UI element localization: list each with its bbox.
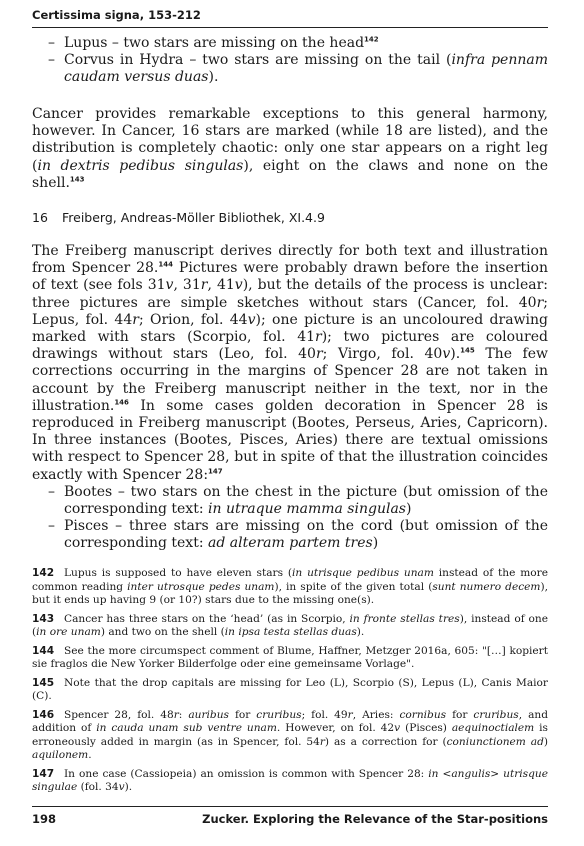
- section-title: Freiberg, Andreas-Möller Bibliothek, XI.4.9: [62, 210, 325, 225]
- folio-side: r: [200, 277, 208, 294]
- footnote-number: 142: [32, 567, 55, 579]
- cancer-paragraph: [32, 106, 548, 192]
- para-text: ); one picture is an uncoloured drawing marked with stars (Scorpio, fol. 41: [32, 311, 548, 346]
- latin-quote: cornibus: [399, 708, 447, 721]
- latin-quote: cruribus: [256, 708, 302, 721]
- list-item-text: Pisces – three stars are missing on the cord (but omission of the corresponding text:: [64, 518, 548, 552]
- latin-quote: in cauda unam sub ventre unam: [96, 722, 277, 734]
- footnote-number: 145: [32, 676, 55, 689]
- folio-side: v: [118, 781, 125, 793]
- intro-block: [32, 35, 548, 87]
- footnote-text: instead of the more common reading: [32, 567, 548, 593]
- para-text: The few corrections occurring in the margins of Spencer 28 are not taken in account by the Freiberg manuscript neither in the text, nor in the illustration.: [32, 346, 549, 414]
- footer-rule: [32, 806, 548, 807]
- folio-side: v: [394, 722, 401, 734]
- footnote-text: ; fol. 49: [301, 708, 348, 721]
- latin-quote: auribus: [188, 708, 229, 721]
- dash-mark: –: [48, 483, 55, 500]
- footnote-number: 144: [32, 644, 55, 657]
- cancer-paragraph-block: [32, 106, 548, 192]
- para-text: , 31: [173, 277, 201, 294]
- latin-quote: aequinoctialem: [451, 722, 535, 734]
- footnote-text: ) and two on the shell (: [100, 626, 225, 638]
- list-item-corvus: [32, 52, 548, 86]
- latin-quote: infra pennam caudam versus duas: [64, 52, 548, 86]
- footnote-text: .: [88, 749, 92, 761]
- latin-quote: aquilonem: [32, 749, 89, 761]
- footnote-text: for: [228, 708, 257, 721]
- footnote-146: [32, 709, 548, 763]
- freiberg-paragraph: [32, 243, 548, 484]
- dash-mark: –: [48, 518, 55, 535]
- folio-side: v: [442, 346, 451, 363]
- list-item-pisces: [32, 518, 548, 552]
- list-item-text: ): [405, 501, 412, 518]
- footnote-number: 146: [32, 708, 55, 721]
- list-item-bootes: [32, 484, 548, 518]
- footnote-147: [32, 768, 548, 795]
- para-text: The Freiberg manuscript derives directly for both text and illustration from Spencer 28.: [32, 243, 548, 277]
- footnote-142: [32, 567, 548, 608]
- dash-mark: –: [48, 35, 55, 51]
- footnote-text: , and addition of: [32, 708, 548, 734]
- para-text: ; Virgo, fol. 40: [322, 346, 443, 363]
- latin-quote: ad alteram partem tres: [208, 535, 373, 552]
- footnote-text: ) as a correction for (: [324, 735, 447, 748]
- footnote-text: (Pisces): [400, 722, 452, 734]
- latin-quote: in dextris pedibus singulas: [37, 157, 244, 174]
- footnote-text: for: [446, 708, 474, 721]
- list-item-text: ): [372, 535, 379, 552]
- list-item-text: ).: [208, 69, 219, 86]
- footnote-144: [32, 645, 548, 672]
- page-number: 198: [32, 812, 57, 826]
- footnote-text: Note that the drop capitals are missing for Leo (L), Scorpio (S), Lepus (L), Canis Maior (C).: [32, 676, 548, 702]
- page: [32, 0, 548, 846]
- list-item-text: Corvus in Hydra – two stars are missing on the tail (: [64, 52, 452, 69]
- folio-side: v: [234, 277, 243, 294]
- para-text: Cancer provides remarkable exceptions to this general harmony, however. In Cancer, 16 stars are marked (while 18 are listed), and the distribution is completely chaotic: only one star appears on a right leg (: [32, 106, 548, 174]
- footnote-number: 143: [32, 612, 55, 625]
- folio-side: r: [319, 735, 325, 748]
- footnote-text: :: [178, 708, 189, 721]
- folio-side: r: [315, 346, 323, 363]
- para-text: ), but the details of the process is unclear: three pictures are simple sketches without stars (Cancer, fol. 40: [32, 277, 548, 311]
- section-heading: [32, 210, 325, 225]
- folio-side: v: [247, 311, 256, 328]
- footnote-text: . However, on fol. 42: [276, 722, 395, 734]
- folio-side: v: [165, 277, 174, 294]
- latin-quote: inter utrosque pedes unam: [127, 580, 275, 593]
- latin-quote: in utraque mamma singulas: [208, 501, 406, 518]
- footnote-ref[interactable]: 146: [114, 398, 129, 407]
- latin-quote: in ipsa testa stellas duas: [224, 626, 357, 638]
- footnote-text: ): [543, 735, 548, 748]
- footnote-text: In one case (Cassiopeia) an omission is common with Spencer 28:: [64, 767, 429, 780]
- running-head: Certissima signa, 153-212: [32, 8, 201, 22]
- list-item-text: Lupus – two stars are missing on the head: [64, 35, 365, 51]
- footnote-ref[interactable]: 145: [460, 346, 475, 355]
- footnote-text: ), instead of one (: [32, 612, 548, 638]
- folio-side: r: [315, 329, 322, 346]
- footnote-text: (fol. 34: [77, 781, 119, 793]
- footnotes: [32, 567, 548, 800]
- para-text: ).: [450, 346, 461, 363]
- para-text: ), eight on the claws and none on the shell.: [32, 157, 548, 191]
- footnote-text: Cancer has three stars on the ‘head’ (as in Scorpio,: [64, 612, 350, 625]
- footnote-text: is erroneously added in margin (as in Spencer, fol. 54: [32, 722, 548, 748]
- footnote-ref[interactable]: 144: [158, 260, 173, 269]
- para-text: , 41: [207, 277, 235, 294]
- folio-side: r: [132, 311, 139, 328]
- latin-quote: in fronte stellas tres: [349, 612, 460, 625]
- folio-side: r: [173, 708, 179, 721]
- freiberg-block: [32, 243, 548, 553]
- footnote-ref[interactable]: 147: [208, 466, 223, 475]
- latin-quote: in ore unam: [36, 626, 101, 638]
- para-text: Pictures were probably drawn before the insertion of text (see fols 31: [32, 260, 548, 294]
- para-text: ); two pictures are coloured drawings without stars (Leo, fol. 40: [32, 329, 548, 363]
- para-text: ; Orion, fol. 44: [138, 311, 248, 328]
- footnote-text: , Aries:: [352, 708, 400, 721]
- latin-quote: coniunctionem ad: [446, 735, 544, 748]
- folio-side: r: [347, 708, 353, 721]
- footnote-ref[interactable]: 143: [69, 175, 85, 184]
- footnote-text: See the more circumspect comment of Blume, Haffner, Metzger 2016a, 605: "[…] kopiert sie fraglos die New Yorker Bilderfolge oder eine gemeinsame Vorlage".: [32, 644, 548, 670]
- footnote-text: ), in spite of the given total (: [274, 580, 433, 593]
- list-item-lupus: [32, 35, 548, 52]
- footnote-text: Spencer 28, fol. 48: [64, 708, 174, 721]
- header-rule: [32, 27, 548, 28]
- footnote-ref[interactable]: 142: [364, 35, 379, 44]
- para-text: ; Lepus, fol. 44: [32, 294, 548, 328]
- dash-mark: –: [48, 52, 55, 69]
- latin-quote: cruribus: [473, 708, 519, 721]
- footnote-text: ), but it ends up having 9 (or 10?) stars due to the missing one(s).: [32, 580, 548, 606]
- section-number: 16: [32, 210, 48, 225]
- footnote-145: [32, 677, 548, 704]
- footnote-143: [32, 613, 548, 640]
- intro-list: [32, 35, 548, 87]
- latin-quote: in <angulis> utrisque singulae: [32, 767, 548, 793]
- footnote-text: Lupus is supposed to have eleven stars (: [64, 567, 293, 579]
- list-item-text: Bootes – two stars on the chest in the picture (but omission of the corresponding text:: [64, 483, 548, 518]
- footnote-text: ).: [124, 781, 133, 793]
- footnote-number: 147: [32, 767, 55, 780]
- latin-quote: sunt numero decem: [432, 580, 541, 593]
- footnote-text: ).: [356, 626, 365, 638]
- latin-quote: in utrisque pedibus unam: [292, 567, 434, 579]
- folio-side: r: [536, 294, 544, 311]
- para-text: In some cases golden decoration in Spencer 28 is reproduced in Freiberg manuscript (Bootes, Perseus, Aries, Capricorn). In three instances (Bootes, Pisces, Aries) there are textual omissions with respect to Spencer 28, but in spite of that the illustration coincides exactly with Spencer 28:: [32, 397, 548, 483]
- running-foot-title: Zucker. Exploring the Relevance of the Star-positions: [202, 812, 548, 826]
- freiberg-list: [32, 484, 548, 553]
